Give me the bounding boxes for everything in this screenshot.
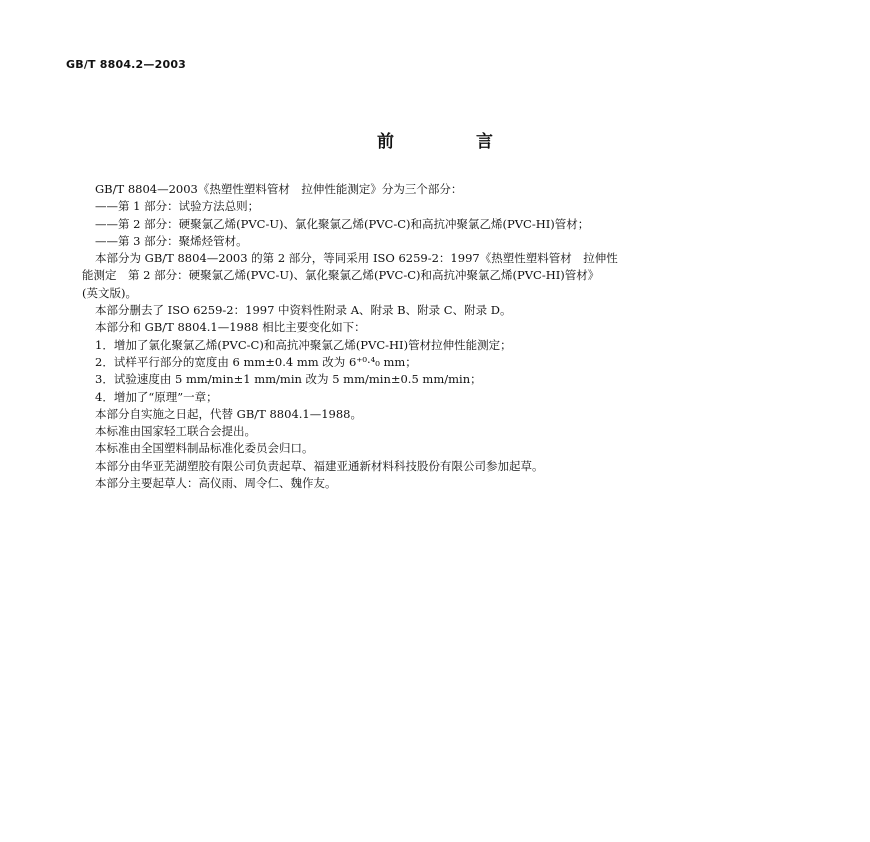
list-item-change-4: 4．增加了“原理”一章； <box>95 389 218 404</box>
paragraph-drafters: 本部分主要起草人：高仪雨、周令仁、魏作友。 <box>95 476 337 491</box>
list-item-part-3: ——第 3 部分：聚烯烃管材。 <box>95 233 248 248</box>
paragraph-intro: GB/T 8804—2003《热塑性塑料管材 拉伸性能测定》分为三个部分： <box>95 182 463 196</box>
paragraph-adoption-line-1: 本部分为 GB/T 8804—2003 的第 2 部分，等同采用 ISO 6259-2：1997《热塑性塑料管材 拉伸性 <box>95 251 618 266</box>
paragraph-deletions: 本部分删去了 ISO 6259-2：1997 中资料性附录 A、附录 B、附录 C、附录 D。 <box>95 303 512 318</box>
list-item-change-2: 2．试样平行部分的宽度由 6 mm±0.4 mm 改为 6⁺⁰·⁴₀ mm； <box>95 354 417 369</box>
paragraph-proposed-by: 本标准由国家轻工联合会提出。 <box>95 424 256 439</box>
paragraph-adoption-line-3: (英文版)。 <box>82 285 137 300</box>
foreword-body <box>82 181 802 492</box>
page-title: 前 言 <box>377 132 531 152</box>
list-item-part-1: ——第 1 部分：试验方法总则； <box>95 199 260 214</box>
paragraph-adoption-line-2: 能测定 第 2 部分：硬聚氯乙烯(PVC-U)、氯化聚氯乙烯(PVC-C)和高抗冲聚氯乙烯(PVC-HI)管材》 <box>82 268 600 283</box>
paragraph-replaces: 本部分自实施之日起，代替 GB/T 8804.1—1988。 <box>95 406 362 421</box>
paragraph-centralized-by: 本标准由全国塑料制品标准化委员会归口。 <box>95 441 314 456</box>
list-item-change-1: 1．增加了氯化聚氯乙烯(PVC-C)和高抗冲聚氯乙烯(PVC-HI)管材拉伸性能测定； <box>95 337 512 352</box>
paragraph-changes-intro: 本部分和 GB/T 8804.1—1988 相比主要变化如下： <box>95 320 366 335</box>
list-item-part-2: ——第 2 部分：硬聚氯乙烯(PVC-U)、氯化聚氯乙烯(PVC-C)和高抗冲聚氯乙烯(PVC-HI)管材； <box>95 216 590 231</box>
standard-code-header: GB/T 8804.2—2003 <box>66 58 187 71</box>
paragraph-drafting-units: 本部分由华亚芜湖塑胶有限公司负责起草、福建亚通新材料科技股份有限公司参加起草。 <box>95 458 544 473</box>
list-item-change-3: 3．试验速度由 5 mm/min±1 mm/min 改为 5 mm/min±0.5 mm/min； <box>95 372 482 387</box>
